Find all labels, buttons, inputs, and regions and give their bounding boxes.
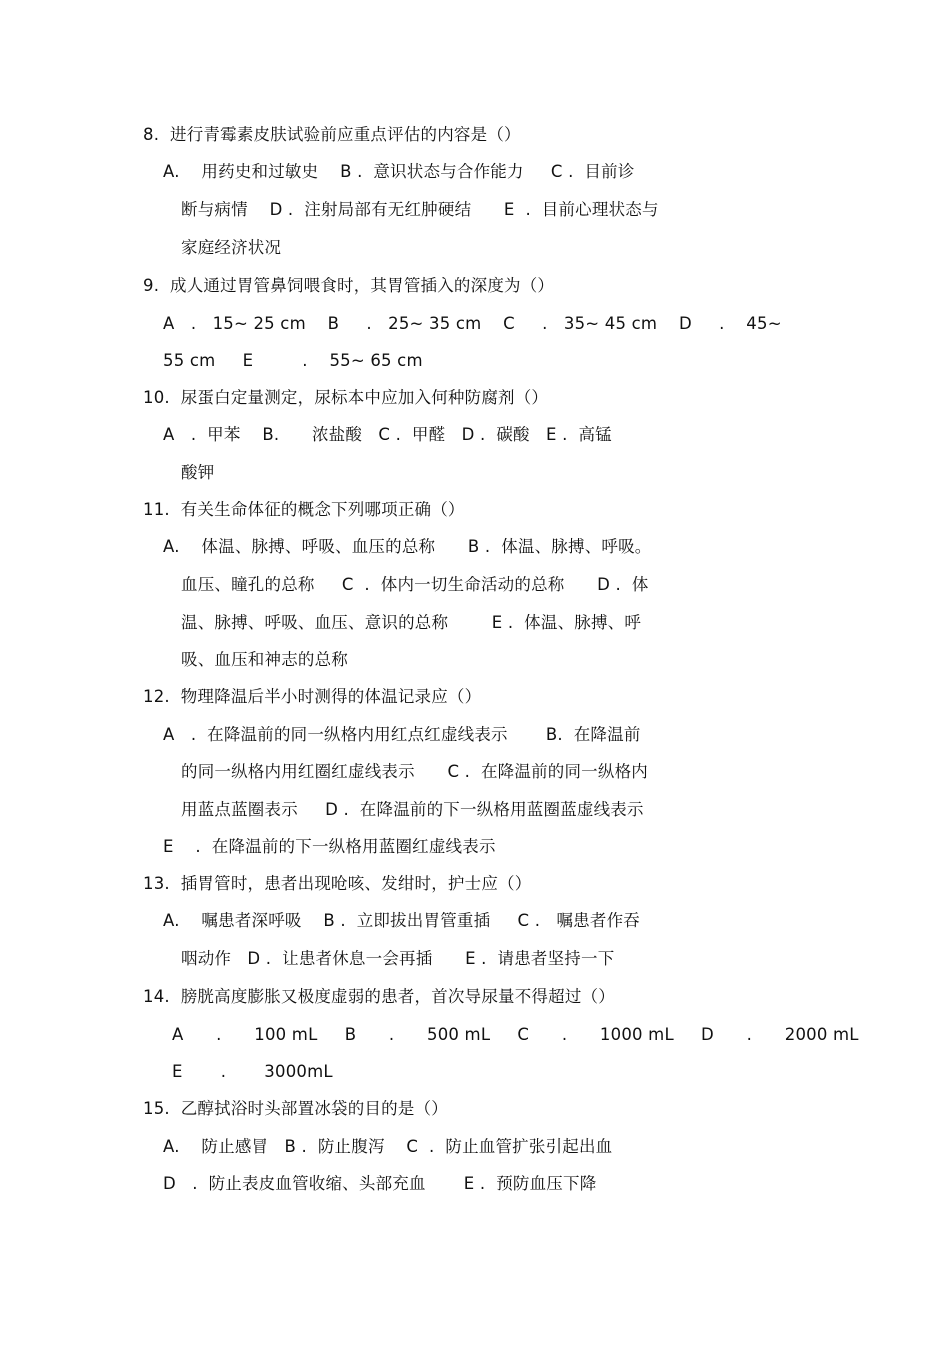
question-13-options-line-1: A. 嘱患者深呼吸 B . 立即拔出胃管重插 C . 嘱患者作吞	[163, 911, 640, 930]
question-11-options-line-2: 血压、瞳孔的总称 C . 体内一切生命活动的总称 D . 体	[181, 575, 649, 594]
question-15-stem: 15. 乙醇拭浴时头部置冰袋的目的是（）	[143, 1099, 448, 1118]
question-12-options-line-2: 的同一纵格内用红圈红虚线表示 C . 在降温前的同一纵格内	[181, 762, 648, 781]
question-11-options-line-1: A. 体温、脉搏、呼吸、血压的总称 B . 体温、脉搏、呼吸。	[163, 537, 652, 556]
question-14-stem: 14. 膀胱高度膨胀又极度虚弱的患者，首次导尿量不得超过（）	[143, 987, 615, 1006]
question-8-stem: 8. 进行青霉素皮肤试验前应重点评估的内容是（）	[143, 125, 521, 144]
question-9-options-line-1: A . 15~ 25 cm B . 25~ 35 cm C . 35~ 45 cm D . 45~	[163, 314, 782, 333]
question-10-options-line-1: A . 甲苯 B. 浓盐酸 C . 甲醛 D . 碳酸 E . 高锰	[163, 425, 612, 444]
question-13-options-line-2: 咽动作 D . 让患者休息一会再插 E . 请患者坚持一下	[181, 949, 615, 968]
question-15-options-line-1: A. 防止感冒 B . 防止腹泻 C . 防止血管扩张引起出血	[163, 1137, 613, 1156]
question-12-options-line-3: 用蓝点蓝圈表示 D . 在降温前的下一纵格用蓝圈蓝虚线表示	[181, 800, 644, 819]
question-8-options-line-1: A. 用药史和过敏史 B . 意识状态与合作能力 C . 目前诊	[163, 162, 635, 181]
question-14-options-line-2: E . 3000mL	[172, 1062, 333, 1081]
question-11-stem: 11. 有关生命体征的概念下列哪项正确（）	[143, 500, 465, 519]
question-13-stem: 13. 插胃管时，患者出现呛咳、发绀时，护士应（）	[143, 874, 532, 893]
question-12-stem: 12. 物理降温后半小时测得的体温记录应（）	[143, 687, 482, 706]
question-11-options-line-3: 温、脉搏、呼吸、血压、意识的总称 E . 体温、脉搏、呼	[181, 613, 642, 632]
question-8-options-line-3: 家庭经济状况	[181, 238, 282, 257]
question-9-stem: 9. 成人通过胃管鼻饲喂食时，其胃管插入的深度为（）	[143, 276, 555, 295]
question-10-stem: 10. 尿蛋白定量测定，尿标本中应加入何种防腐剂（）	[143, 388, 549, 407]
question-15-options-line-2: D . 防止表皮血管收缩、头部充血 E . 预防血压下降	[163, 1174, 597, 1193]
question-12-options-line-1: A . 在降温前的同一纵格内用红点红虚线表示 B. 在降温前	[163, 725, 641, 744]
question-12-options-line-4: E . 在降温前的下一纵格用蓝圈红虚线表示	[163, 837, 496, 856]
question-10-options-line-2: 酸钾	[181, 463, 215, 482]
question-11-options-line-4: 吸、血压和神志的总称	[181, 650, 348, 669]
question-8-options-line-2: 断与病情 D . 注射局部有无红肿硬结 E . 目前心理状态与	[181, 200, 659, 219]
question-9-options-line-2: 55 cm E . 55~ 65 cm	[163, 351, 423, 370]
question-14-options-line-1: A . 100 mL B . 500 mL C . 1000 mL D . 2000 mL	[172, 1025, 859, 1044]
